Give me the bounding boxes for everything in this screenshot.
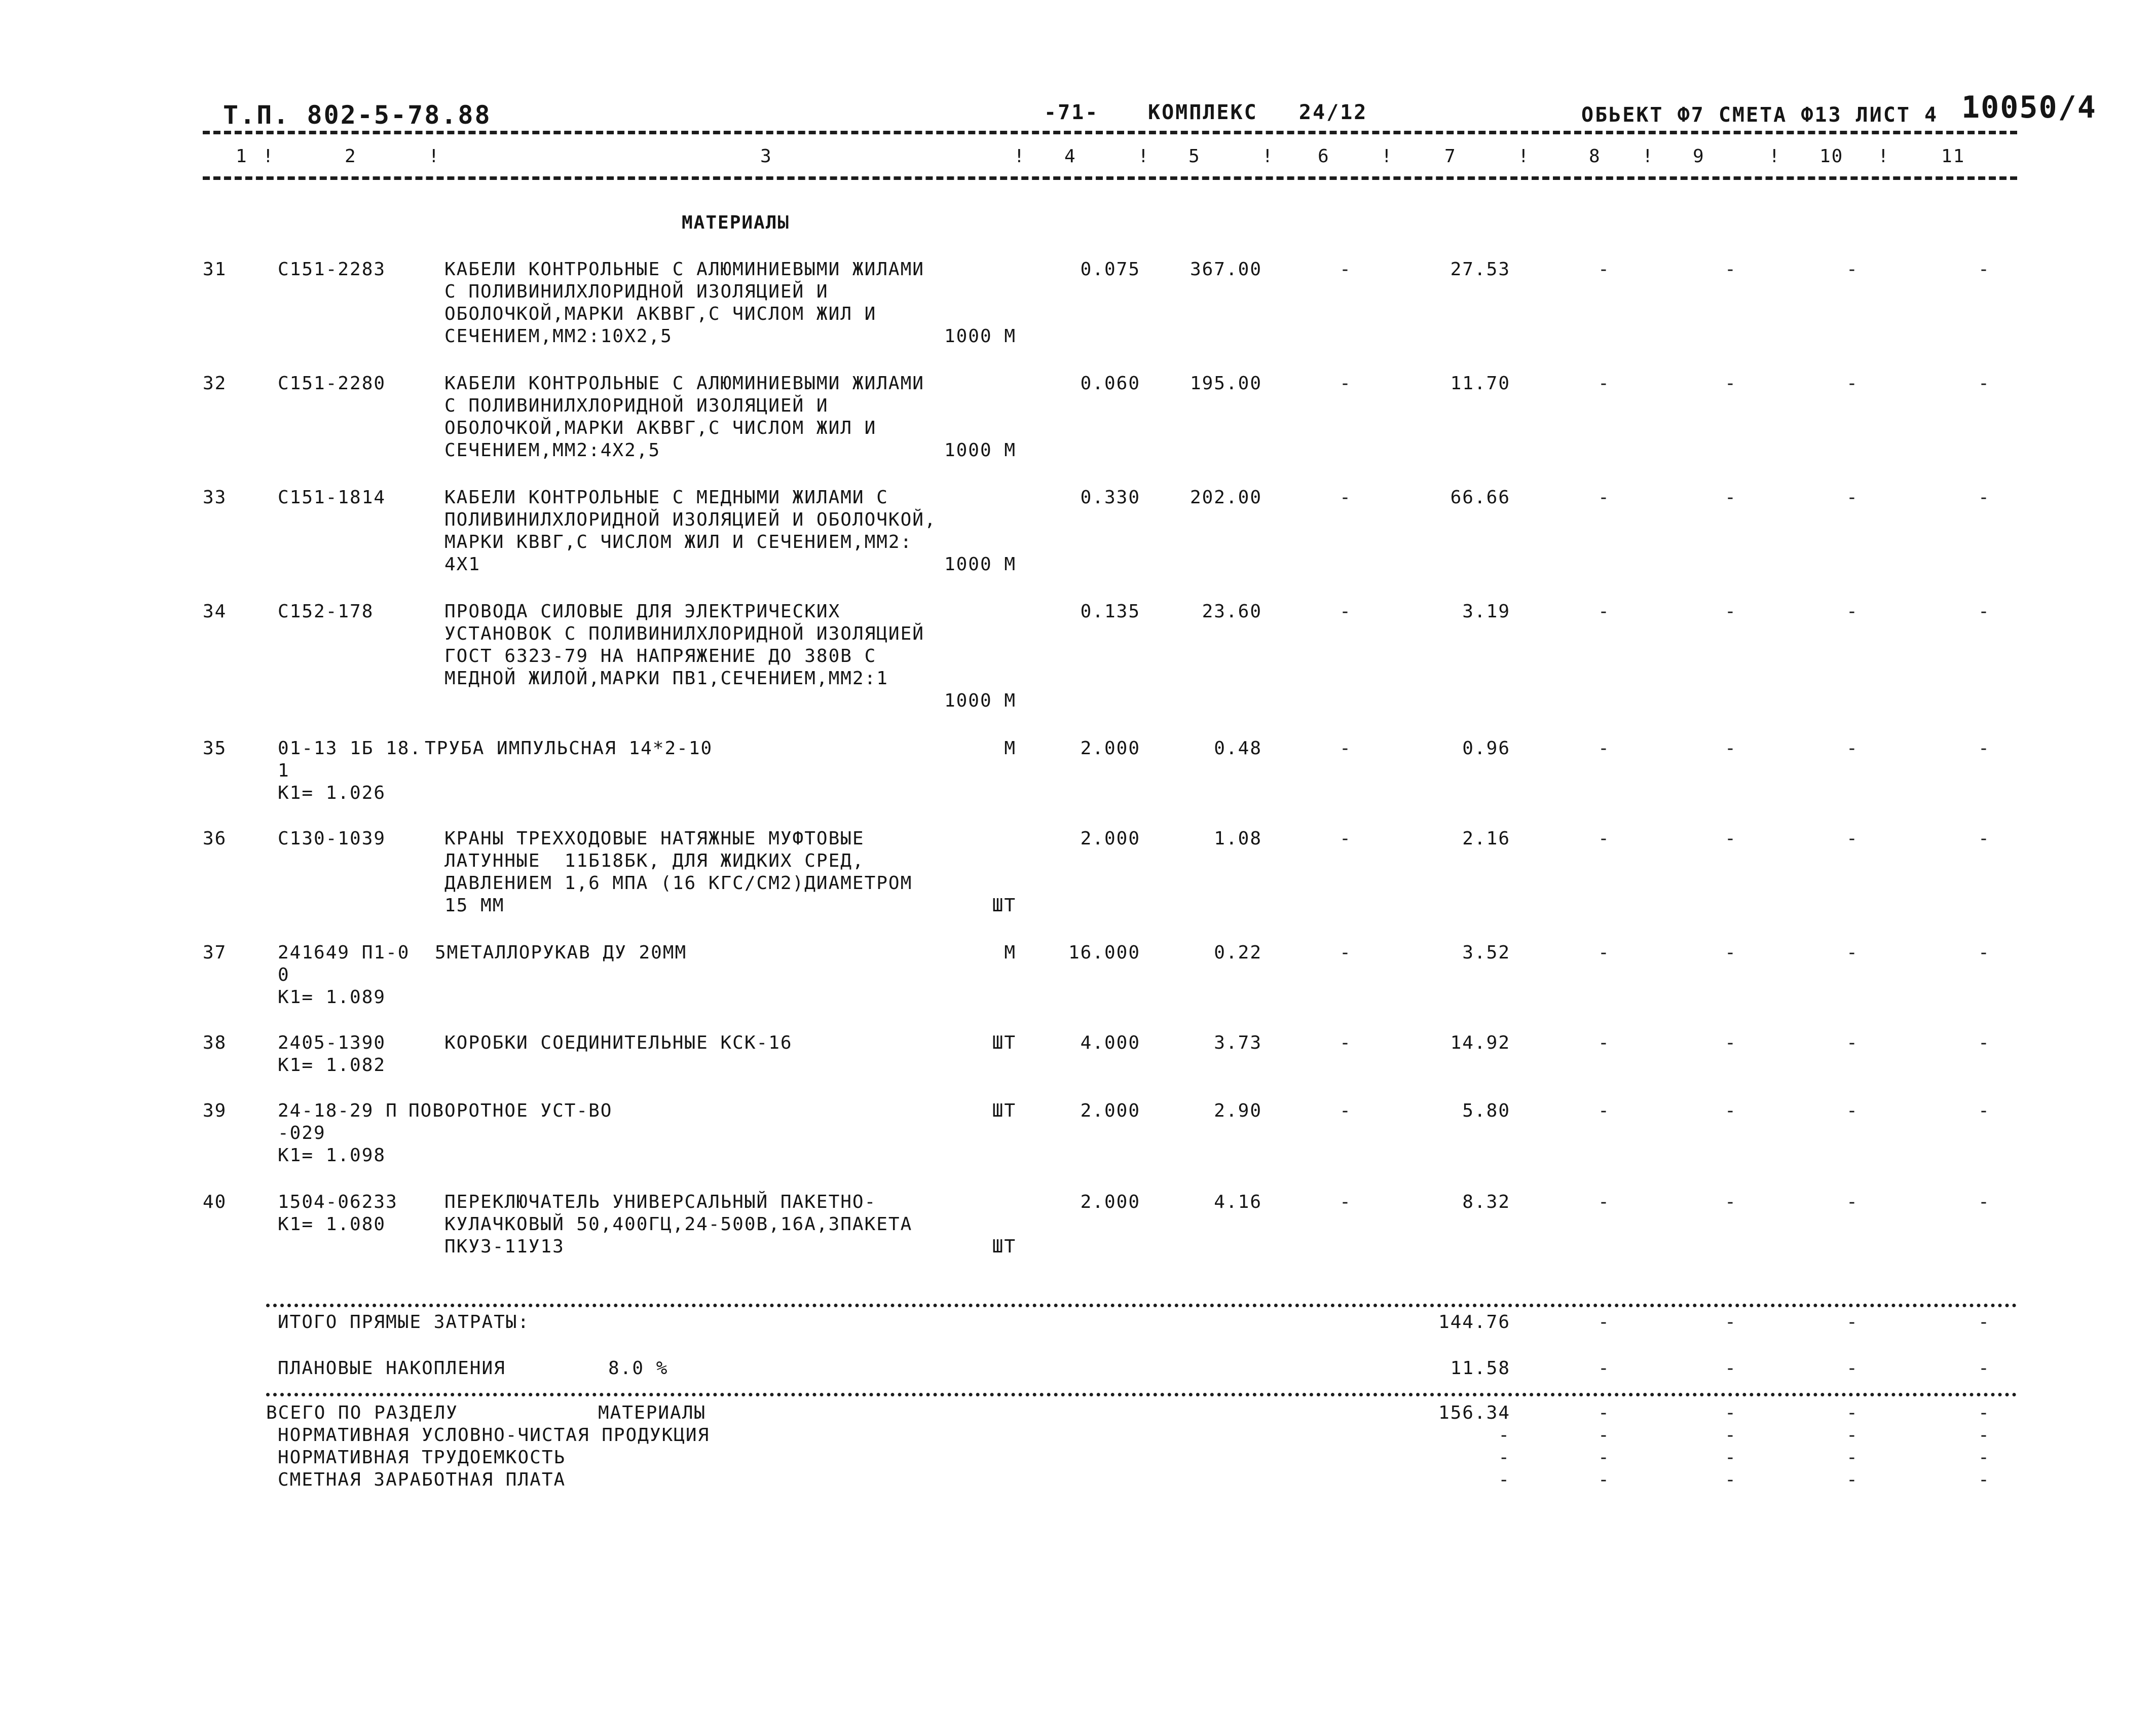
row-col11: - <box>1978 828 1990 849</box>
row-quantity: 2.000 <box>1080 738 1140 759</box>
row-description: 5МЕТАЛЛОРУКАВ ДУ 20ММ <box>435 942 687 963</box>
row-coefficient: К1= 1.026 <box>278 783 386 803</box>
row-description: ДАВЛЕНИЕМ 1,6 МПА (16 КГС/СМ2)ДИАМЕТРОМ <box>444 873 913 894</box>
row-unit: 1000 М <box>944 554 1016 575</box>
row-price: 195.00 <box>1190 373 1262 394</box>
row-number: 37 <box>203 942 227 963</box>
row-quantity: 2.000 <box>1080 1192 1140 1212</box>
table-row <box>0 258 2155 360</box>
row-description: 15 ММ <box>444 895 505 916</box>
row-col11: - <box>1978 1192 1990 1212</box>
row-number: 35 <box>203 738 227 759</box>
norm-labor-col8: - <box>1598 1447 1610 1468</box>
table-row <box>0 828 2155 929</box>
row-col6: - <box>1340 1192 1352 1212</box>
row-number: 34 <box>203 601 227 622</box>
estimated-wages-label: СМЕТНАЯ ЗАРАБОТНАЯ ПЛАТА <box>278 1469 566 1490</box>
summary-rule <box>266 1304 2017 1307</box>
row-col10: - <box>1846 1100 1859 1121</box>
norm-net-product-col10: - <box>1846 1425 1859 1446</box>
header-rule <box>203 131 2017 134</box>
row-col10: - <box>1846 1192 1859 1212</box>
row-code: 2405-1390 <box>278 1032 386 1053</box>
direct-costs-col11: - <box>1978 1312 1990 1333</box>
row-coefficient: К1= 1.098 <box>278 1145 386 1166</box>
direct-costs-total: 144.76 <box>1438 1312 1510 1333</box>
doc-code: Т.П. 802-5-78.88 <box>223 100 492 130</box>
col-sep: ! <box>428 146 440 167</box>
row-unit: 1000 М <box>944 690 1016 711</box>
row-col9: - <box>1725 601 1737 622</box>
row-unit: 1000 М <box>944 326 1016 347</box>
row-col6: - <box>1340 601 1352 622</box>
column-header-rule <box>203 176 2017 180</box>
row-col6: - <box>1340 942 1352 963</box>
row-total: 2.16 <box>1462 828 1510 849</box>
row-coefficient: К1= 1.089 <box>278 987 386 1008</box>
estimated-wages-col8: - <box>1598 1469 1610 1490</box>
planned-savings-col11: - <box>1978 1358 1990 1379</box>
section-total-col8: - <box>1598 1402 1610 1423</box>
row-description: С ПОЛИВИНИЛХЛОРИДНОЙ ИЗОЛЯЦИЕЙ И <box>444 395 829 416</box>
row-description: ПКУ3-11У13 <box>444 1236 565 1257</box>
table-row <box>0 373 2155 474</box>
table-row <box>0 601 2155 711</box>
planned-savings-col9: - <box>1725 1358 1737 1379</box>
row-code: С130-1039 <box>278 828 386 849</box>
col-6: 6 <box>1318 146 1330 167</box>
row-col11: - <box>1978 738 1990 759</box>
row-code-continuation: 1 <box>278 760 290 781</box>
section-total-col10: - <box>1846 1402 1859 1423</box>
table-row <box>0 737 2155 839</box>
row-quantity: 4.000 <box>1080 1032 1140 1053</box>
row-code: С152-178 <box>278 601 374 622</box>
row-col6: - <box>1340 828 1352 849</box>
row-col9: - <box>1725 1192 1737 1212</box>
row-unit: 1000 М <box>944 440 1016 461</box>
row-description: МЕДНОЙ ЖИЛОЙ,МАРКИ ПВ1,СЕЧЕНИЕМ,ММ2:1 <box>444 668 888 689</box>
section-total-col9: - <box>1725 1402 1737 1423</box>
estimated-wages-col9: - <box>1725 1469 1737 1490</box>
norm-net-product-col11: - <box>1978 1425 1990 1446</box>
row-code-continuation: 0 <box>278 965 290 985</box>
row-number: 38 <box>203 1032 227 1053</box>
row-price: 202.00 <box>1190 487 1262 508</box>
norm-net-product-col8: - <box>1598 1425 1610 1446</box>
section-total-value: 156.34 <box>1438 1402 1510 1423</box>
row-col9: - <box>1725 738 1737 759</box>
row-quantity: 0.075 <box>1080 259 1140 280</box>
row-unit: ШТ <box>992 1032 1016 1053</box>
row-code: 01-13 1Б 18. <box>278 738 422 759</box>
row-code-continuation: -029 <box>278 1123 326 1143</box>
row-unit: ШТ <box>992 1100 1016 1121</box>
row-price: 367.00 <box>1190 259 1262 280</box>
row-col8: - <box>1598 259 1610 280</box>
row-total: 66.66 <box>1450 487 1510 508</box>
direct-costs-label: ИТОГО ПРЯМЫЕ ЗАТРАТЫ: <box>278 1312 530 1333</box>
row-unit: ШТ <box>992 895 1016 916</box>
norm-net-product-col7: - <box>1498 1425 1510 1446</box>
col-10: 10 <box>1819 146 1844 167</box>
col-sep: ! <box>1138 146 1150 167</box>
row-price: 23.60 <box>1202 601 1262 622</box>
row-description: КРАНЫ ТРЕХХОДОВЫЕ НАТЯЖНЫЕ МУФТОВЫЕ <box>444 828 865 849</box>
row-coefficient: К1= 1.080 <box>278 1214 386 1235</box>
direct-costs-col9: - <box>1725 1312 1737 1333</box>
row-col6: - <box>1340 1032 1352 1053</box>
section-total-label: ВСЕГО ПО РАЗДЕЛУ <box>266 1402 458 1423</box>
row-price: 0.48 <box>1214 738 1262 759</box>
row-number: 36 <box>203 828 227 849</box>
norm-net-product-col9: - <box>1725 1425 1737 1446</box>
col-sep: ! <box>1518 146 1530 167</box>
row-description: С ПОЛИВИНИЛХЛОРИДНОЙ ИЗОЛЯЦИЕЙ И <box>444 281 829 302</box>
row-unit: М <box>1004 738 1016 759</box>
row-price: 0.22 <box>1214 942 1262 963</box>
row-col8: - <box>1598 828 1610 849</box>
col-3: 3 <box>760 146 772 167</box>
row-number: 33 <box>203 487 227 508</box>
row-code: С151-2280 <box>278 373 386 394</box>
row-col11: - <box>1978 601 1990 622</box>
row-col9: - <box>1725 828 1737 849</box>
col-7: 7 <box>1444 146 1457 167</box>
planned-savings-col8: - <box>1598 1358 1610 1379</box>
row-col9: - <box>1725 487 1737 508</box>
row-quantity: 0.330 <box>1080 487 1140 508</box>
planned-savings-label: ПЛАНОВЫЕ НАКОПЛЕНИЯ <box>278 1358 506 1379</box>
row-unit: М <box>1004 942 1016 963</box>
row-description: ПОВОРОТНОЕ УСТ-ВО <box>408 1100 613 1121</box>
col-1: 1 <box>236 146 248 167</box>
row-total: 5.80 <box>1462 1100 1510 1121</box>
col-8: 8 <box>1589 146 1601 167</box>
row-col10: - <box>1846 738 1859 759</box>
row-total: 8.32 <box>1462 1192 1510 1212</box>
col-sep: ! <box>1014 146 1026 167</box>
row-col8: - <box>1598 1032 1610 1053</box>
row-unit: ШТ <box>992 1236 1016 1257</box>
row-col8: - <box>1598 1192 1610 1212</box>
row-total: 11.70 <box>1450 373 1510 394</box>
planned-savings-col10: - <box>1846 1358 1859 1379</box>
norm-labor-col10: - <box>1846 1447 1859 1468</box>
col-9: 9 <box>1693 146 1705 167</box>
row-description: КАБЕЛИ КОНТРОЛЬНЫЕ С МЕДНЫМИ ЖИЛАМИ С <box>444 487 888 508</box>
row-description: КУЛАЧКОВЫЙ 50,400ГЦ,24-500В,16А,3ПАКЕТА <box>444 1214 913 1235</box>
page-number: -71- <box>1044 101 1099 124</box>
row-col6: - <box>1340 373 1352 394</box>
complex-label: КОМПЛЕКС 24/12 <box>1148 101 1368 124</box>
direct-costs-col8: - <box>1598 1312 1610 1333</box>
row-col8: - <box>1598 487 1610 508</box>
row-description: 4Х1 <box>444 554 481 575</box>
col-2: 2 <box>345 146 357 167</box>
row-description: УСТАНОВОК С ПОЛИВИНИЛХЛОРИДНОЙ ИЗОЛЯЦИЕЙ <box>444 623 924 644</box>
section-total-name: МАТЕРИАЛЫ <box>598 1402 707 1423</box>
row-price: 2.90 <box>1214 1100 1262 1121</box>
row-code: С151-2283 <box>278 259 386 280</box>
row-col9: - <box>1725 259 1737 280</box>
row-col6: - <box>1340 738 1352 759</box>
row-description: ЛАТУННЫЕ 11Б18БК, ДЛЯ ЖИДКИХ СРЕД, <box>444 851 865 871</box>
row-col10: - <box>1846 828 1859 849</box>
col-sep: ! <box>263 146 275 167</box>
row-col11: - <box>1978 373 1990 394</box>
row-quantity: 16.000 <box>1068 942 1140 963</box>
row-col6: - <box>1340 1100 1352 1121</box>
row-col11: - <box>1978 1100 1990 1121</box>
planned-savings-total: 11.58 <box>1450 1358 1510 1379</box>
table-row <box>0 942 2155 1043</box>
row-col9: - <box>1725 1100 1737 1121</box>
row-total: 3.19 <box>1462 601 1510 622</box>
row-description: ГОСТ 6323-79 НА НАПРЯЖЕНИЕ ДО 380В С <box>444 646 877 667</box>
norm-net-product-label: НОРМАТИВНАЯ УСЛОВНО-ЧИСТАЯ ПРОДУКЦИЯ <box>278 1425 710 1446</box>
row-number: 31 <box>203 259 227 280</box>
row-description: КАБЕЛИ КОНТРОЛЬНЫЕ С АЛЮМИНИЕВЫМИ ЖИЛАМИ <box>444 373 924 394</box>
row-number: 39 <box>203 1100 227 1121</box>
row-col9: - <box>1725 373 1737 394</box>
row-description: МАРКИ КВВГ,С ЧИСЛОМ ЖИЛ И СЕЧЕНИЕМ,ММ2: <box>444 532 913 552</box>
sheet-code: 10050/4 <box>1961 90 2097 125</box>
row-col11: - <box>1978 487 1990 508</box>
row-code: 24-18-29 П <box>278 1100 398 1121</box>
planned-savings-percent: 8.0 % <box>608 1358 668 1379</box>
row-col11: - <box>1978 1032 1990 1053</box>
section-title: МАТЕРИАЛЫ <box>682 212 790 233</box>
row-total: 27.53 <box>1450 259 1510 280</box>
row-description: ОБОЛОЧКОЙ,МАРКИ АКВВГ,С ЧИСЛОМ ЖИЛ И <box>444 304 877 324</box>
table-row <box>0 487 2155 588</box>
col-sep: ! <box>1262 146 1274 167</box>
row-col6: - <box>1340 259 1352 280</box>
row-number: 32 <box>203 373 227 394</box>
row-col9: - <box>1725 942 1737 963</box>
row-coefficient: К1= 1.082 <box>278 1055 386 1076</box>
section-total-rule <box>266 1393 2017 1396</box>
col-11: 11 <box>1941 146 1965 167</box>
row-quantity: 2.000 <box>1080 828 1140 849</box>
row-description: ТРУБА ИМПУЛЬСНАЯ 14*2-10 <box>425 738 713 759</box>
row-col8: - <box>1598 373 1610 394</box>
row-total: 14.92 <box>1450 1032 1510 1053</box>
estimated-wages-col11: - <box>1978 1469 1990 1490</box>
row-description: КОРОБКИ СОЕДИНИТЕЛЬНЫЕ КСК-16 <box>444 1032 793 1053</box>
row-col11: - <box>1978 259 1990 280</box>
row-description: ОБОЛОЧКОЙ,МАРКИ АКВВГ,С ЧИСЛОМ ЖИЛ И <box>444 418 877 438</box>
row-total: 3.52 <box>1462 942 1510 963</box>
row-col8: - <box>1598 738 1610 759</box>
section-total-col11: - <box>1978 1402 1990 1423</box>
row-code: С151-1814 <box>278 487 386 508</box>
row-description: ПРОВОДА СИЛОВЫЕ ДЛЯ ЭЛЕКТРИЧЕСКИХ <box>444 601 841 622</box>
row-quantity: 2.000 <box>1080 1100 1140 1121</box>
row-total: 0.96 <box>1462 738 1510 759</box>
col-4: 4 <box>1064 146 1076 167</box>
row-price: 3.73 <box>1214 1032 1262 1053</box>
row-col10: - <box>1846 487 1859 508</box>
col-sep: ! <box>1642 146 1654 167</box>
row-col8: - <box>1598 601 1610 622</box>
direct-costs-col10: - <box>1846 1312 1859 1333</box>
row-col11: - <box>1978 942 1990 963</box>
row-col10: - <box>1846 259 1859 280</box>
row-number: 40 <box>203 1192 227 1212</box>
row-code: 241649 П1-0 <box>278 942 410 963</box>
norm-labor-col11: - <box>1978 1447 1990 1468</box>
estimated-wages-col10: - <box>1846 1469 1859 1490</box>
row-col10: - <box>1846 373 1859 394</box>
col-sep: ! <box>1878 146 1890 167</box>
row-col6: - <box>1340 487 1352 508</box>
object-label: ОБЬЕКТ Ф7 СМЕТА Ф13 ЛИСТ 4 <box>1581 103 1939 127</box>
norm-labor-label: НОРМАТИВНАЯ ТРУДОЕМКОСТЬ <box>278 1447 566 1468</box>
row-col9: - <box>1725 1032 1737 1053</box>
row-code: 1504-06233 <box>278 1192 398 1212</box>
col-5: 5 <box>1188 146 1201 167</box>
table-row <box>0 1191 2155 1292</box>
row-quantity: 0.060 <box>1080 373 1140 394</box>
row-description: СЕЧЕНИЕМ,ММ2:10Х2,5 <box>444 326 673 347</box>
row-quantity: 0.135 <box>1080 601 1140 622</box>
row-col10: - <box>1846 942 1859 963</box>
row-description: ПЕРЕКЛЮЧАТЕЛЬ УНИВЕРСАЛЬНЫЙ ПАКЕТНО- <box>444 1192 877 1212</box>
row-col10: - <box>1846 601 1859 622</box>
estimated-wages-col7: - <box>1498 1469 1510 1490</box>
col-sep: ! <box>1381 146 1393 167</box>
norm-labor-col7: - <box>1498 1447 1510 1468</box>
col-sep: ! <box>1769 146 1781 167</box>
row-description: ПОЛИВИНИЛХЛОРИДНОЙ ИЗОЛЯЦИЕЙ И ОБОЛОЧКОЙ, <box>444 509 937 530</box>
row-description: СЕЧЕНИЕМ,ММ2:4Х2,5 <box>444 440 661 461</box>
row-price: 1.08 <box>1214 828 1262 849</box>
row-col8: - <box>1598 1100 1610 1121</box>
row-col10: - <box>1846 1032 1859 1053</box>
row-price: 4.16 <box>1214 1192 1262 1212</box>
norm-labor-col9: - <box>1725 1447 1737 1468</box>
table-row <box>0 1100 2155 1201</box>
row-description: КАБЕЛИ КОНТРОЛЬНЫЕ С АЛЮМИНИЕВЫМИ ЖИЛАМИ <box>444 259 924 280</box>
row-col8: - <box>1598 942 1610 963</box>
